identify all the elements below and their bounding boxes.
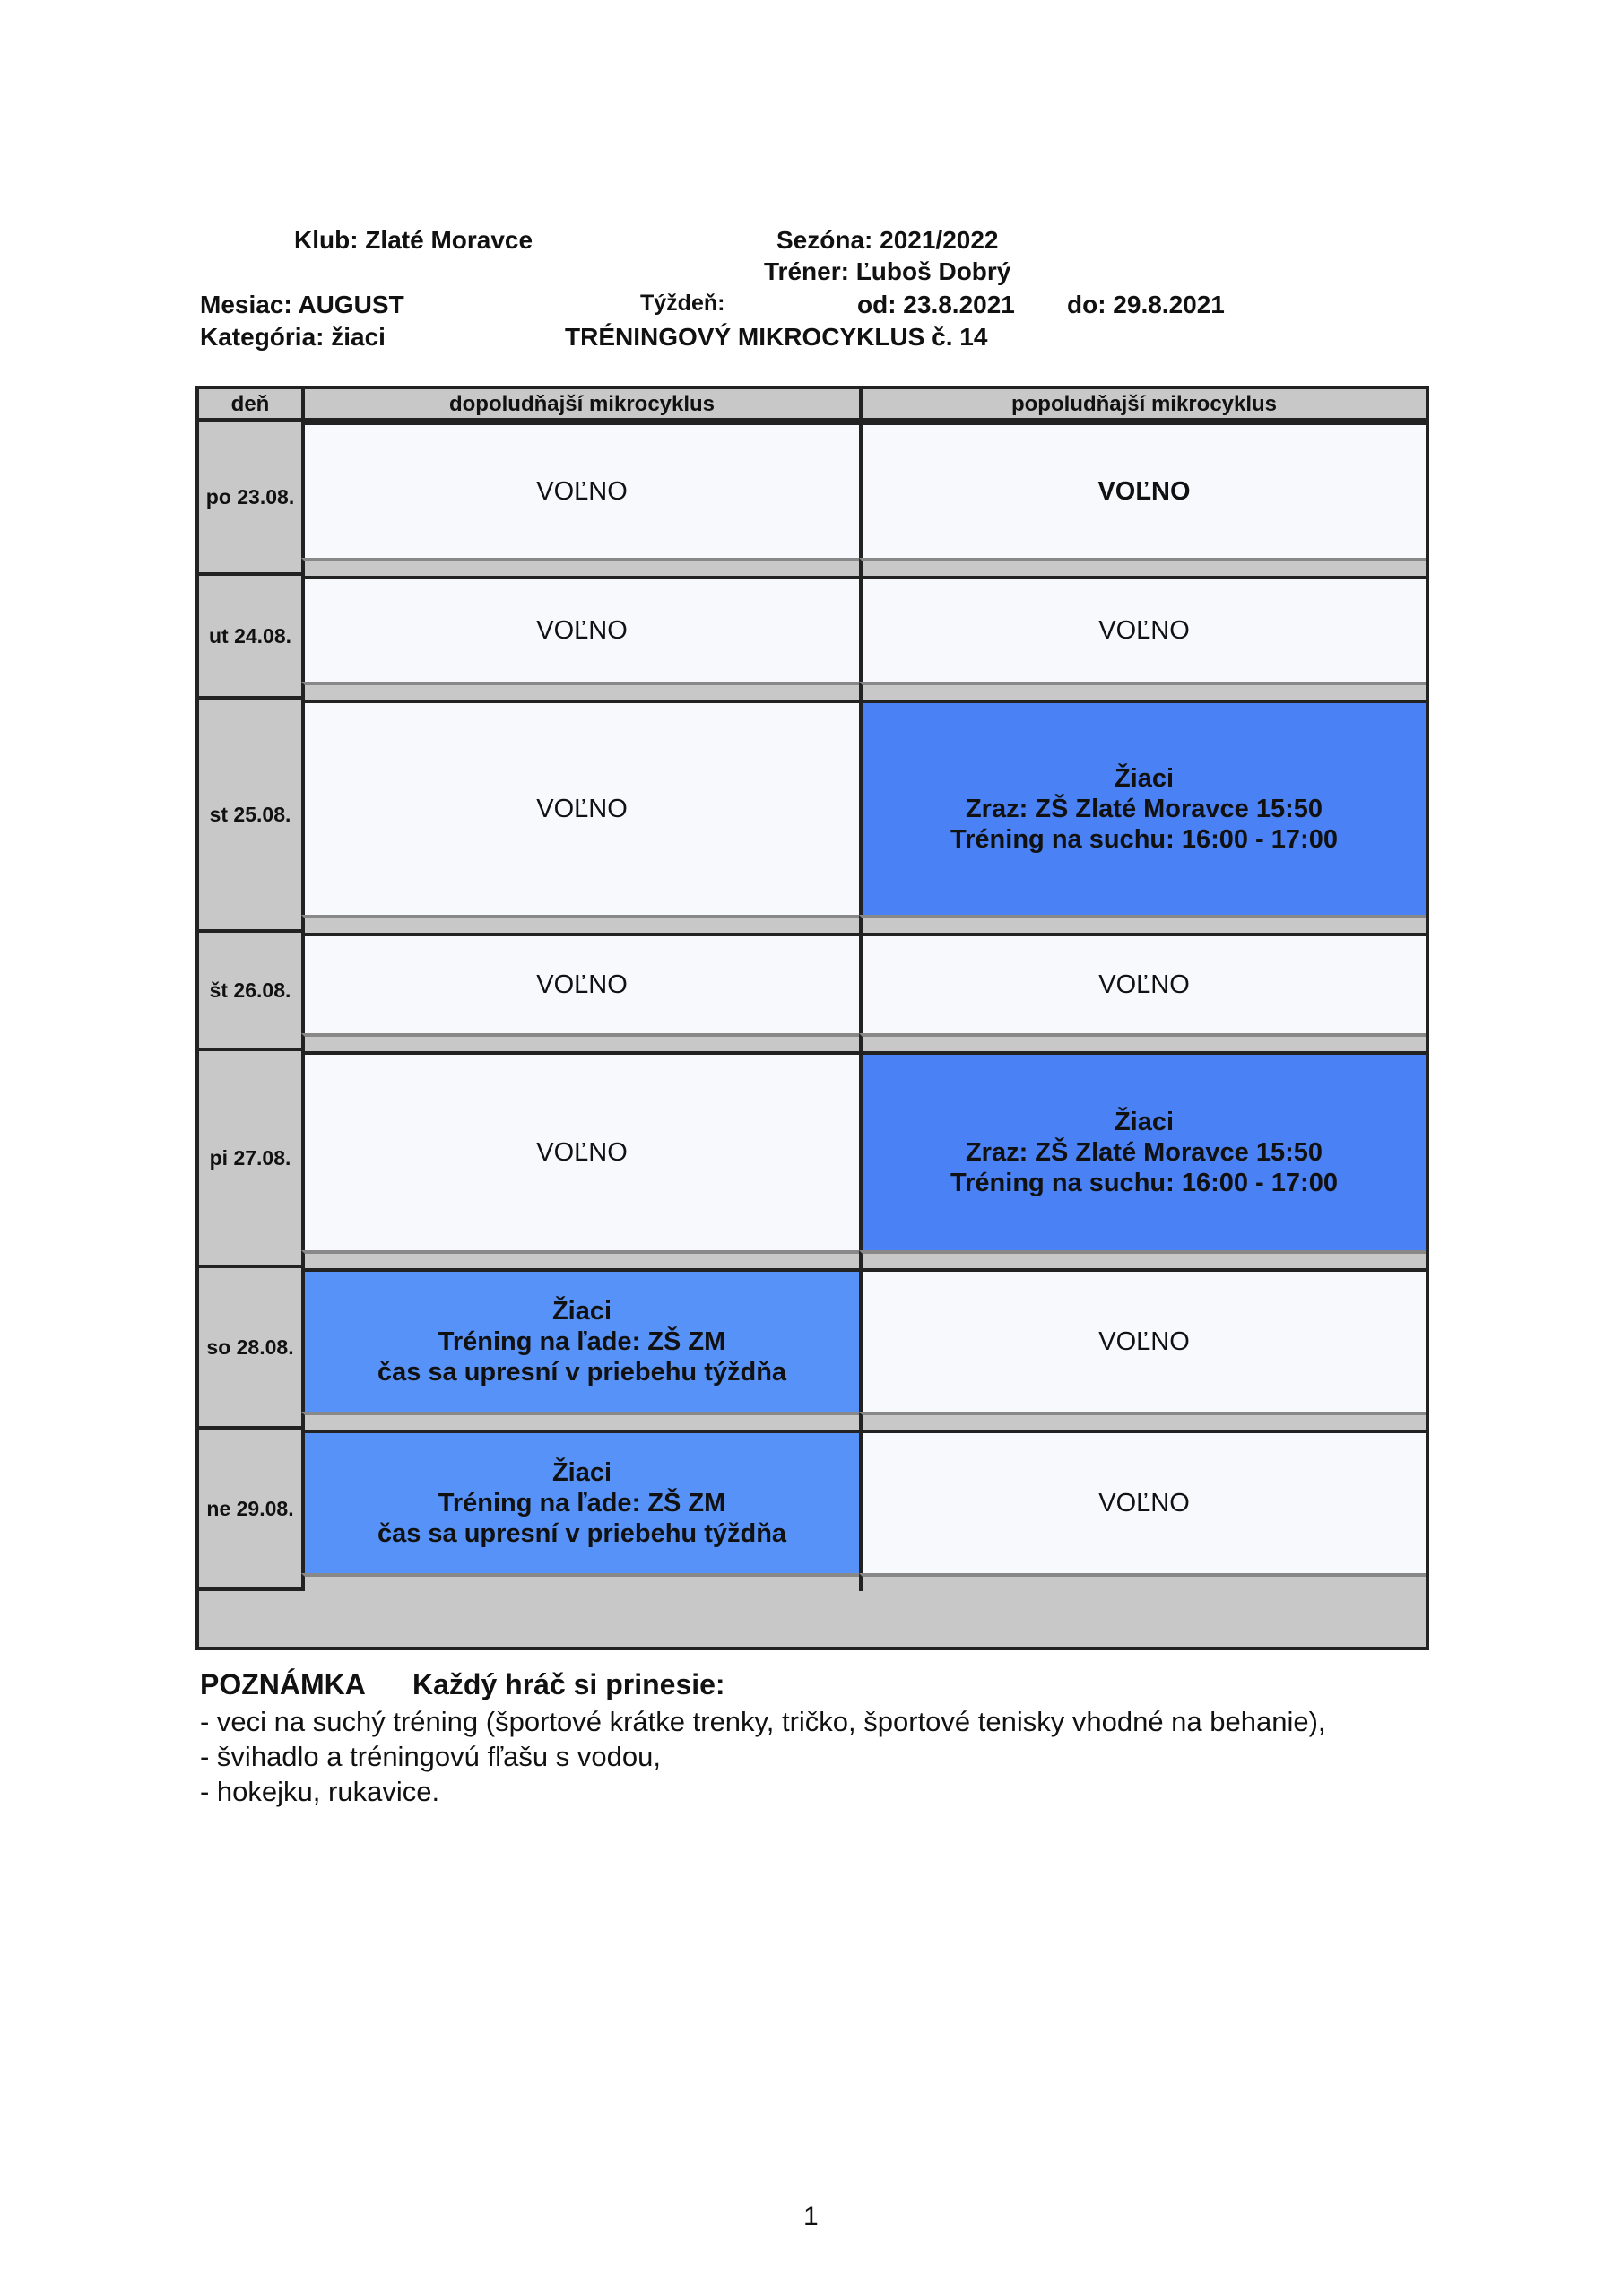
afternoon-slot-divider [859,1412,1426,1430]
category-label: Kategória: žiaci [200,323,386,351]
morning-slot [301,700,859,915]
page-number: 1 [803,2202,819,2231]
morning-slot [301,576,859,682]
note-item: - veci na suchý tréning (športové krátke trenky, tričko, športové tenisky vhodné na behanie), [200,1706,1326,1737]
note-title: Každý hráč si prinesie: [412,1668,725,1700]
morning-slot [301,933,859,1033]
morning-slot-text: Žiaci [551,1458,612,1487]
column-header-day: deň [199,389,301,422]
morning-slot [301,1430,859,1573]
morning-slot-text: VOĽNO [536,477,628,506]
morning-slot [301,1051,859,1250]
afternoon-slot-text: VOĽNO [1098,1489,1190,1518]
note-label: POZNÁMKA [200,1668,366,1700]
morning-slot-divider [301,1033,859,1051]
morning-slot-divider [301,1250,859,1268]
afternoon-slot-text: Zraz: ZŠ Zlaté Moravce 15:50 [965,795,1323,823]
afternoon-slot-text: Žiaci [1114,764,1175,793]
morning-slot-text: čas sa upresní v priebehu týždňa [377,1519,787,1548]
afternoon-slot [859,1051,1426,1250]
afternoon-slot-text: VOĽNO [1098,1327,1190,1356]
column-header-afternoon: popoludňajší mikrocyklus [859,389,1426,422]
afternoon-slot-divider [859,558,1426,576]
day-cell: ut 24.08. [199,576,301,700]
morning-slot-divider [301,915,859,933]
note-item: - švihadlo a tréningovú fľašu s vodou, [200,1741,661,1772]
morning-slot-text: VOĽNO [536,795,628,823]
afternoon-slot-divider [859,915,1426,933]
morning-slot [301,422,859,558]
afternoon-slot-divider [859,1573,1426,1591]
afternoon-slot-text: Zraz: ZŠ Zlaté Moravce 15:50 [965,1138,1323,1167]
microcycle-title: TRÉNINGOVÝ MIKROCYKLUS č. 14 [565,323,988,351]
afternoon-slot [859,1268,1426,1412]
afternoon-slot [859,422,1426,558]
morning-slot-text: VOĽNO [536,970,628,999]
morning-slot-text: Žiaci [551,1297,612,1326]
coach-label: Tréner: Ľuboš Dobrý [764,257,1011,285]
season-label: Sezóna: 2021/2022 [776,226,999,254]
note-item: - hokejku, rukavice. [200,1776,440,1807]
morning-slot [301,1268,859,1412]
afternoon-slot-text: Tréning na suchu: 16:00 - 17:00 [950,1169,1338,1197]
afternoon-slot-text: VOĽNO [1098,616,1190,645]
morning-slot-divider [301,1412,859,1430]
week-from: od: 23.8.2021 [857,291,1015,318]
morning-slot-text: VOĽNO [536,1138,628,1167]
day-cell: ne 29.08. [199,1430,301,1591]
week-label: Týždeň: [640,291,725,316]
morning-slot-divider [301,682,859,700]
afternoon-slot-divider [859,682,1426,700]
morning-slot-divider [301,1573,859,1591]
afternoon-slot-text: Žiaci [1114,1108,1175,1136]
afternoon-slot [859,700,1426,915]
morning-slot-divider [301,558,859,576]
column-header-morning: dopoludňajší mikrocyklus [301,389,859,422]
morning-slot-text: čas sa upresní v priebehu týždňa [377,1358,787,1387]
afternoon-slot [859,1430,1426,1573]
afternoon-slot-text: Tréning na suchu: 16:00 - 17:00 [950,825,1338,854]
afternoon-slot-text: VOĽNO [1098,970,1190,999]
afternoon-slot-divider [859,1033,1426,1051]
schedule-table [195,386,1429,1650]
day-cell: po 23.08. [199,422,301,576]
month-label: Mesiac: AUGUST [200,291,404,318]
afternoon-slot-text: VOĽNO [1097,477,1191,506]
afternoon-slot [859,576,1426,682]
morning-slot-text: Tréning na ľade: ZŠ ZM [438,1327,726,1356]
club-label: Klub: Zlaté Moravce [294,226,533,254]
afternoon-slot-divider [859,1250,1426,1268]
morning-slot-text: VOĽNO [536,616,628,645]
day-cell: št 26.08. [199,933,301,1051]
day-cell: pi 27.08. [199,1051,301,1268]
afternoon-slot [859,933,1426,1033]
day-cell: st 25.08. [199,700,301,933]
week-to: do: 29.8.2021 [1067,291,1225,318]
day-cell: so 28.08. [199,1268,301,1430]
morning-slot-text: Tréning na ľade: ZŠ ZM [438,1489,726,1518]
